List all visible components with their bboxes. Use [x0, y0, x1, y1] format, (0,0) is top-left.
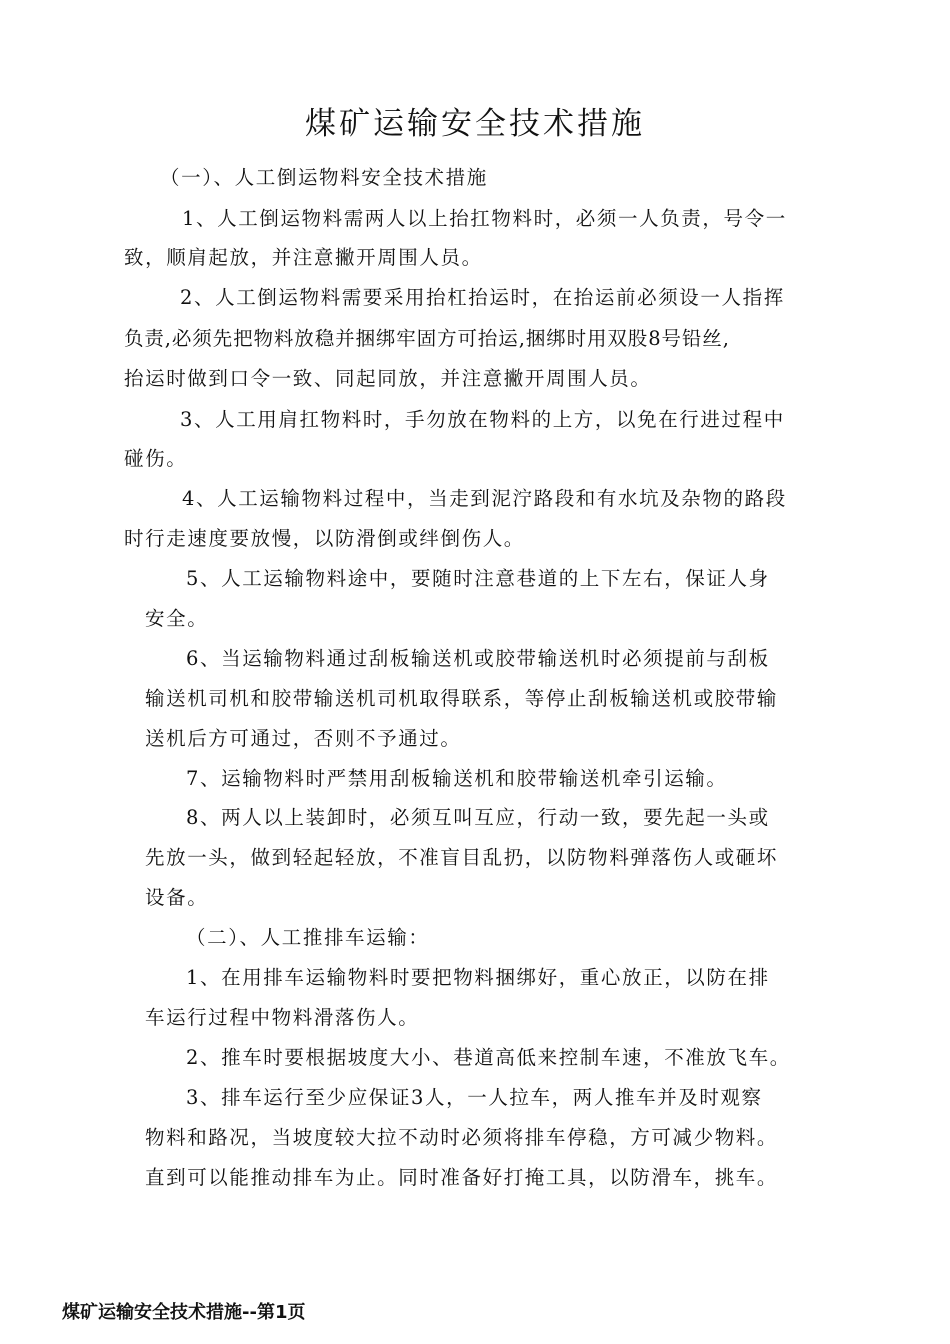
paragraph-line: 3、人工用肩扛物料时，手勿放在物料的上方，以免在行进过程中 [180, 408, 785, 431]
paragraph-line: 1、在用排车运输物料时要把物料捆绑好，重心放正，以防在排 [186, 966, 770, 989]
paragraph-line: 2、人工倒运物料需要采用抬杠抬运时，在抬运前必须设一人指挥 [180, 286, 785, 309]
paragraph-line: 7、运输物料时严禁用刮板输送机和胶带输送机牵引运输。 [186, 767, 728, 790]
section-heading-1: （一）、人工倒运物料安全技术措施 [160, 166, 488, 189]
paragraph-line: 2、推车时要根据坡度大小、巷道高低来控制车速，不准放飞车。 [186, 1046, 791, 1069]
paragraph-line: 抬运时做到口令一致、同起同放，并注意撇开周围人员。 [124, 367, 652, 390]
paragraph-line: 设备。 [145, 886, 209, 909]
page-footer: 煤矿运输安全技术措施--第1页 [62, 1302, 306, 1323]
paragraph-line: 3、排车运行至少应保证3人，一人拉车，两人推车并及时观察 [186, 1086, 763, 1109]
paragraph-line: 物料和路况，当坡度较大拉不动时必须将排车停稳，方可减少物料。 [145, 1126, 779, 1149]
section-heading-2: （二）、人工推排车运输： [186, 926, 430, 949]
paragraph-line: 5、人工运输物料途中，要随时注意巷道的上下左右，保证人身 [186, 567, 770, 590]
paragraph-line: 直到可以能推动排车为止。同时准备好打掩工具，以防滑车，挑车。 [145, 1166, 779, 1189]
paragraph-line: 车运行过程中物料滑落伤人。 [145, 1006, 420, 1029]
paragraph-line: 时行走速度要放慢，以防滑倒或绊倒伤人。 [124, 527, 525, 550]
paragraph-line: 致，顺肩起放，并注意撇开周围人员。 [124, 246, 483, 269]
paragraph-line: 4、人工运输物料过程中，当走到泥泞路段和有水坑及杂物的路段 [182, 487, 787, 510]
paragraph-line: 输送机司机和胶带输送机司机取得联系，等停止刮板输送机或胶带输 [145, 687, 779, 710]
paragraph-line: 碰伤。 [124, 447, 188, 470]
document-title: 煤矿运输安全技术措施 [305, 106, 645, 142]
paragraph-line: 负责,必须先把物料放稳并捆绑牢固方可抬运,捆绑时用双股8号铅丝, [124, 327, 730, 350]
paragraph-line: 8、两人以上装卸时，必须互叫互应，行动一致，要先起一头或 [186, 806, 770, 829]
paragraph-line: 安全。 [145, 607, 209, 630]
paragraph-line: 1、人工倒运物料需两人以上抬扛物料时，必须一人负责，号令一 [182, 207, 787, 230]
paragraph-line: 送机后方可通过，否则不予通过。 [145, 727, 462, 750]
paragraph-line: 先放一头，做到轻起轻放，不准盲目乱扔，以防物料弹落伤人或砸坏 [145, 846, 779, 869]
paragraph-line: 6、当运输物料通过刮板输送机或胶带输送机时必须提前与刮板 [186, 647, 770, 670]
